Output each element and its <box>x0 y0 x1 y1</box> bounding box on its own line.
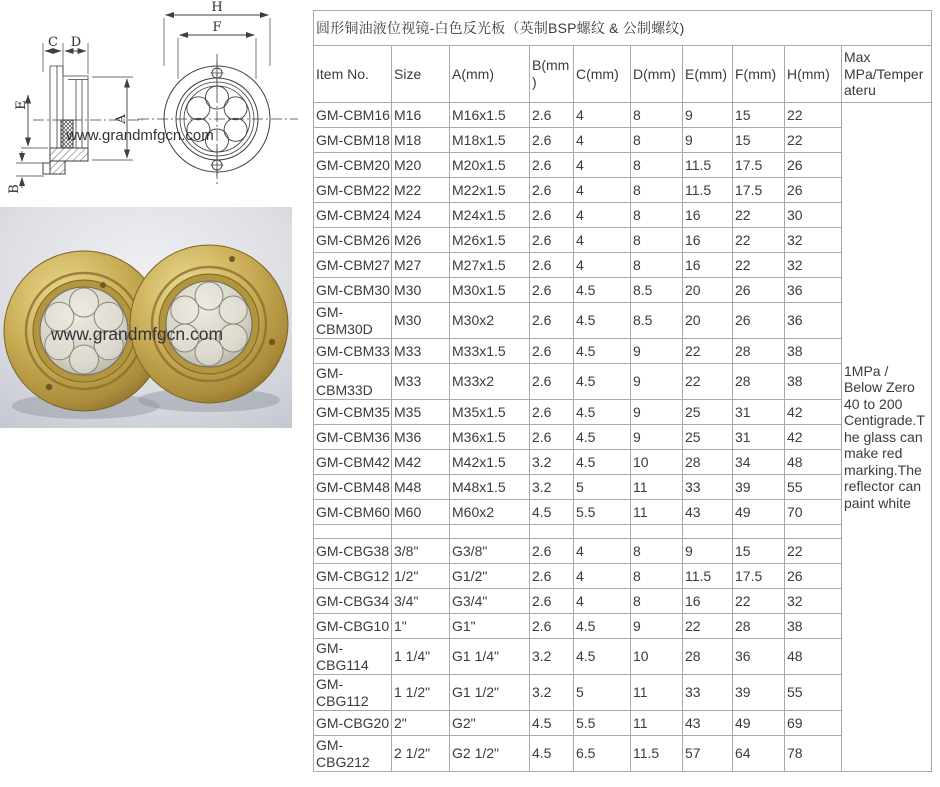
table-row <box>314 500 932 525</box>
table-cell: 9 <box>631 339 683 364</box>
table-row <box>314 364 932 400</box>
table-cell: 39 <box>733 475 785 500</box>
table-cell: M35x1.5 <box>450 400 530 425</box>
table-row <box>314 589 932 614</box>
table-cell: 22 <box>733 203 785 228</box>
table-cell: 2.6 <box>530 153 574 178</box>
front-view <box>138 15 298 184</box>
table-cell: 10 <box>631 450 683 475</box>
table-cell: 2.6 <box>530 539 574 564</box>
table-cell: 34 <box>733 450 785 475</box>
table-cell: 4.5 <box>574 303 631 339</box>
col-header-a: A(mm) <box>450 46 530 103</box>
table-cell: 33 <box>683 675 733 711</box>
table-cell: 4.5 <box>574 278 631 303</box>
table-cell: 4 <box>574 539 631 564</box>
table-row <box>314 425 932 450</box>
table-cell: 78 <box>785 736 842 772</box>
table-cell: 8 <box>631 253 683 278</box>
table-row <box>314 178 932 203</box>
dim-label-e: E <box>14 100 29 110</box>
table-cell: GM-CBG10 <box>314 614 392 639</box>
table-cell: GM-CBM36 <box>314 425 392 450</box>
table-cell: 22 <box>785 128 842 153</box>
table-cell: 36 <box>733 639 785 675</box>
table-cell: GM-CBM30 <box>314 278 392 303</box>
table-cell: 25 <box>683 425 733 450</box>
table-cell: 9 <box>631 425 683 450</box>
table-cell: 16 <box>683 228 733 253</box>
table-cell: 8 <box>631 564 683 589</box>
table-cell: GM-CBM35 <box>314 400 392 425</box>
table-cell: 28 <box>733 339 785 364</box>
table-cell: 22 <box>785 103 842 128</box>
drawing-watermark: www.grandmfgcn.com <box>66 127 214 144</box>
table-cell: 2.6 <box>530 203 574 228</box>
table-cell: GM-CBG112 <box>314 675 392 711</box>
table-cell: M30 <box>392 303 450 339</box>
table-cell: G2 1/2" <box>450 736 530 772</box>
table-cell: 5 <box>574 675 631 711</box>
table-cell: GM-CBM60 <box>314 500 392 525</box>
dim-label-d: D <box>70 35 82 50</box>
table-cell: 1" <box>392 614 450 639</box>
table-row <box>314 153 932 178</box>
table-cell: 8 <box>631 589 683 614</box>
col-header-d: D(mm) <box>631 46 683 103</box>
table-cell: GM-CBM20 <box>314 153 392 178</box>
table-cell: 2.6 <box>530 564 574 589</box>
table-cell: 11 <box>631 475 683 500</box>
table-cell: M22x1.5 <box>450 178 530 203</box>
table-cell: 16 <box>683 589 733 614</box>
table-cell: M42 <box>392 450 450 475</box>
table-cell: M26x1.5 <box>450 228 530 253</box>
table-row <box>314 339 932 364</box>
table-cell: 4 <box>574 128 631 153</box>
table-cell: 9 <box>631 400 683 425</box>
table-cell: 42 <box>785 425 842 450</box>
col-header-h: H(mm) <box>785 46 842 103</box>
table-cell: 8.5 <box>631 303 683 339</box>
table-cell: M48 <box>392 475 450 500</box>
table-cell: GM-CBM18 <box>314 128 392 153</box>
table-cell: M33 <box>392 339 450 364</box>
table-row <box>314 128 932 153</box>
table-cell: 5 <box>574 475 631 500</box>
table-cell: 1 1/2" <box>392 675 450 711</box>
table-cell: GM-CBG38 <box>314 539 392 564</box>
table-cell: 15 <box>733 539 785 564</box>
table-cell: 69 <box>785 711 842 736</box>
table-cell: 4.5 <box>574 450 631 475</box>
product-photo <box>0 207 292 428</box>
table-cell <box>392 525 450 539</box>
table-cell: 49 <box>733 711 785 736</box>
table-cell: 31 <box>733 400 785 425</box>
table-cell: 32 <box>785 589 842 614</box>
table-cell: GM-CBM26 <box>314 228 392 253</box>
table-cell <box>314 525 392 539</box>
table-cell: 36 <box>785 303 842 339</box>
table-cell: M60x2 <box>450 500 530 525</box>
table-row <box>314 675 932 711</box>
table-cell: 26 <box>785 153 842 178</box>
table-cell: 28 <box>733 364 785 400</box>
dim-label-h: H <box>211 0 223 15</box>
table-cell: 4.5 <box>574 425 631 450</box>
table-cell: 4.5 <box>574 614 631 639</box>
table-cell: GM-CBG12 <box>314 564 392 589</box>
table-cell: M33 <box>392 364 450 400</box>
table-cell: 2.6 <box>530 303 574 339</box>
table-cell: M24 <box>392 203 450 228</box>
table-cell: 9 <box>631 364 683 400</box>
spec-table <box>313 10 932 772</box>
table-cell: 4.5 <box>530 711 574 736</box>
photo-watermark: www.grandmfgcn.com <box>50 324 224 344</box>
table-cell: 25 <box>683 400 733 425</box>
table-cell: 5.5 <box>574 711 631 736</box>
table-cell: 28 <box>683 639 733 675</box>
table-cell: GM-CBG34 <box>314 589 392 614</box>
table-cell: 28 <box>733 614 785 639</box>
col-header-max: Max MPa/Temperateru <box>842 46 932 103</box>
table-cell: G2" <box>450 711 530 736</box>
table-cell: 2.6 <box>530 339 574 364</box>
table-cell: 9 <box>683 103 733 128</box>
table-cell: 20 <box>683 278 733 303</box>
table-row <box>314 564 932 589</box>
table-cell <box>631 525 683 539</box>
table-cell: M30 <box>392 278 450 303</box>
table-cell: 22 <box>683 614 733 639</box>
table-cell: 8 <box>631 178 683 203</box>
table-cell: M16x1.5 <box>450 103 530 128</box>
table-cell: 32 <box>785 228 842 253</box>
table-cell: 4 <box>574 589 631 614</box>
title-row <box>314 11 932 46</box>
table-cell: 11 <box>631 500 683 525</box>
table-row <box>314 450 932 475</box>
table-cell: M36 <box>392 425 450 450</box>
table-cell: GM-CBM27 <box>314 253 392 278</box>
table-cell: 22 <box>733 228 785 253</box>
table-cell: 4.5 <box>574 400 631 425</box>
table-cell: 3.2 <box>530 639 574 675</box>
table-cell: 48 <box>785 450 842 475</box>
table-cell: 2.6 <box>530 364 574 400</box>
table-cell: 10 <box>631 639 683 675</box>
table-cell: GM-CBM30D <box>314 303 392 339</box>
table-row <box>314 614 932 639</box>
table-cell: M60 <box>392 500 450 525</box>
table-row <box>314 253 932 278</box>
table-cell: GM-CBM33D <box>314 364 392 400</box>
table-row <box>314 203 932 228</box>
table-cell: 2.6 <box>530 589 574 614</box>
table-cell: 33 <box>683 475 733 500</box>
col-header-b: B(mm) <box>530 46 574 103</box>
table-cell: 9 <box>631 614 683 639</box>
table-row <box>314 400 932 425</box>
table-cell: M20 <box>392 153 450 178</box>
table-cell: 15 <box>733 103 785 128</box>
table-cell: M36x1.5 <box>450 425 530 450</box>
table-cell: M35 <box>392 400 450 425</box>
photo-svg <box>0 207 292 428</box>
table-cell <box>733 525 785 539</box>
table-cell: 22 <box>683 364 733 400</box>
table-cell: 2.6 <box>530 128 574 153</box>
table-row <box>314 711 932 736</box>
table-cell: G1" <box>450 614 530 639</box>
table-cell: 4 <box>574 103 631 128</box>
table-cell: GM-CBM24 <box>314 203 392 228</box>
table-cell: 38 <box>785 614 842 639</box>
table-cell: GM-CBM48 <box>314 475 392 500</box>
table-cell: 22 <box>785 539 842 564</box>
table-cell <box>683 525 733 539</box>
table-cell: M33x2 <box>450 364 530 400</box>
table-cell: M30x1.5 <box>450 278 530 303</box>
col-header-item: Item No. <box>314 46 392 103</box>
table-cell: M18 <box>392 128 450 153</box>
table-cell: 4.5 <box>530 500 574 525</box>
table-cell: 1/2" <box>392 564 450 589</box>
col-header-e: E(mm) <box>683 46 733 103</box>
table-cell: 55 <box>785 475 842 500</box>
dim-label-a: A <box>114 114 129 124</box>
table-cell: G3/4" <box>450 589 530 614</box>
drawing-svg <box>0 0 308 206</box>
table-cell: M18x1.5 <box>450 128 530 153</box>
table-cell: 49 <box>733 500 785 525</box>
table-cell: 16 <box>683 253 733 278</box>
table-cell: 2.6 <box>530 228 574 253</box>
table-cell: 2.6 <box>530 253 574 278</box>
table-cell: 2.6 <box>530 278 574 303</box>
table-cell <box>785 525 842 539</box>
table-cell: 64 <box>733 736 785 772</box>
table-cell: GM-CBG20 <box>314 711 392 736</box>
table-row <box>314 103 932 128</box>
table-cell: GM-CBM33 <box>314 339 392 364</box>
table-cell: 31 <box>733 425 785 450</box>
table-cell: 8 <box>631 128 683 153</box>
spacer-row <box>314 525 932 539</box>
table-cell: 36 <box>785 278 842 303</box>
table-cell: 42 <box>785 400 842 425</box>
table-cell <box>574 525 631 539</box>
table-cell: 20 <box>683 303 733 339</box>
note-cell: 1MPa / Below Zero 40 to 200 Centigrade.The glass can make red marking.The reflector can paint white <box>842 103 932 772</box>
table-row <box>314 639 932 675</box>
table-cell: 26 <box>785 178 842 203</box>
table-cell: 17.5 <box>733 178 785 203</box>
page-title: 圆形铜油液位视镜-白色反光板（英制BSP螺纹 & 公制螺纹) <box>314 11 932 46</box>
table-cell: 16 <box>683 203 733 228</box>
table-cell: 11 <box>631 711 683 736</box>
technical-drawing <box>0 0 308 206</box>
dim-label-c: C <box>48 35 58 50</box>
table-cell: 2.6 <box>530 178 574 203</box>
table-cell: 38 <box>785 339 842 364</box>
dim-label-f: F <box>212 20 222 35</box>
table-cell: 8 <box>631 103 683 128</box>
table-cell: 4 <box>574 153 631 178</box>
table-cell: G1 1/2" <box>450 675 530 711</box>
table-cell: 3.2 <box>530 450 574 475</box>
table-cell: M42x1.5 <box>450 450 530 475</box>
table-cell: 4.5 <box>574 364 631 400</box>
table-cell <box>530 525 574 539</box>
table-cell: G3/8" <box>450 539 530 564</box>
table-row <box>314 303 932 339</box>
table-cell: 9 <box>683 539 733 564</box>
table-cell: 22 <box>683 339 733 364</box>
table-cell: 8 <box>631 228 683 253</box>
table-cell: 22 <box>733 253 785 278</box>
table-cell: M22 <box>392 178 450 203</box>
table-cell: 2.6 <box>530 400 574 425</box>
table-cell: 11.5 <box>683 178 733 203</box>
table-cell: M26 <box>392 228 450 253</box>
table-cell: 2" <box>392 711 450 736</box>
table-cell: 2.6 <box>530 103 574 128</box>
table-cell: 8 <box>631 539 683 564</box>
table-cell: 4.5 <box>574 639 631 675</box>
table-cell: 1 1/4" <box>392 639 450 675</box>
table-cell: 8 <box>631 203 683 228</box>
table-cell: GM-CBM16 <box>314 103 392 128</box>
table-cell: 4 <box>574 203 631 228</box>
table-cell: 57 <box>683 736 733 772</box>
table-cell: 43 <box>683 711 733 736</box>
spec-table-body <box>314 103 932 772</box>
table-cell: GM-CBG114 <box>314 639 392 675</box>
table-cell: 3/8" <box>392 539 450 564</box>
table-cell <box>450 525 530 539</box>
table-row <box>314 475 932 500</box>
table-cell: 15 <box>733 128 785 153</box>
table-cell: M27x1.5 <box>450 253 530 278</box>
table-cell: 8 <box>631 153 683 178</box>
col-header-c: C(mm) <box>574 46 631 103</box>
table-cell: 11.5 <box>683 564 733 589</box>
table-cell: 4.5 <box>530 736 574 772</box>
table-cell: M20x1.5 <box>450 153 530 178</box>
table-cell: 55 <box>785 675 842 711</box>
table-cell: G1 1/4" <box>450 639 530 675</box>
table-cell: 6.5 <box>574 736 631 772</box>
table-cell: 4 <box>574 228 631 253</box>
table-cell: 11 <box>631 675 683 711</box>
table-cell: 8.5 <box>631 278 683 303</box>
table-cell: 2.6 <box>530 425 574 450</box>
table-cell: 43 <box>683 500 733 525</box>
table-row <box>314 228 932 253</box>
table-cell: 4.5 <box>574 339 631 364</box>
table-cell: GM-CBM22 <box>314 178 392 203</box>
table-cell: 26 <box>733 278 785 303</box>
table-row <box>314 736 932 772</box>
table-cell: 3/4" <box>392 589 450 614</box>
table-cell: M27 <box>392 253 450 278</box>
table-cell: 5.5 <box>574 500 631 525</box>
table-cell: 17.5 <box>733 153 785 178</box>
table-cell: 17.5 <box>733 564 785 589</box>
table-cell: 2 1/2" <box>392 736 450 772</box>
table-cell: 11.5 <box>631 736 683 772</box>
table-cell: G1/2" <box>450 564 530 589</box>
dim-label-b: B <box>7 184 22 194</box>
table-cell: 11.5 <box>683 153 733 178</box>
col-header-f: F(mm) <box>733 46 785 103</box>
table-cell: 39 <box>733 675 785 711</box>
table-cell: 3.2 <box>530 475 574 500</box>
table-cell: 70 <box>785 500 842 525</box>
table-cell: M24x1.5 <box>450 203 530 228</box>
table-cell: 22 <box>733 589 785 614</box>
table-cell: M30x2 <box>450 303 530 339</box>
table-cell: 28 <box>683 450 733 475</box>
table-cell: 3.2 <box>530 675 574 711</box>
table-cell: 4 <box>574 253 631 278</box>
table-cell: GM-CBG212 <box>314 736 392 772</box>
table-cell: GM-CBM42 <box>314 450 392 475</box>
table-cell: 2.6 <box>530 614 574 639</box>
table-cell: 26 <box>733 303 785 339</box>
table-cell: 4 <box>574 564 631 589</box>
table-cell: 4 <box>574 178 631 203</box>
table-row <box>314 539 932 564</box>
table-cell: 30 <box>785 203 842 228</box>
table-cell: 9 <box>683 128 733 153</box>
table-cell: 32 <box>785 253 842 278</box>
header-row <box>314 46 932 103</box>
table-cell: M48x1.5 <box>450 475 530 500</box>
table-row <box>314 278 932 303</box>
table-cell: 48 <box>785 639 842 675</box>
table-cell: 26 <box>785 564 842 589</box>
col-header-size: Size <box>392 46 450 103</box>
table-cell: M16 <box>392 103 450 128</box>
table-cell: M33x1.5 <box>450 339 530 364</box>
table-cell: 38 <box>785 364 842 400</box>
